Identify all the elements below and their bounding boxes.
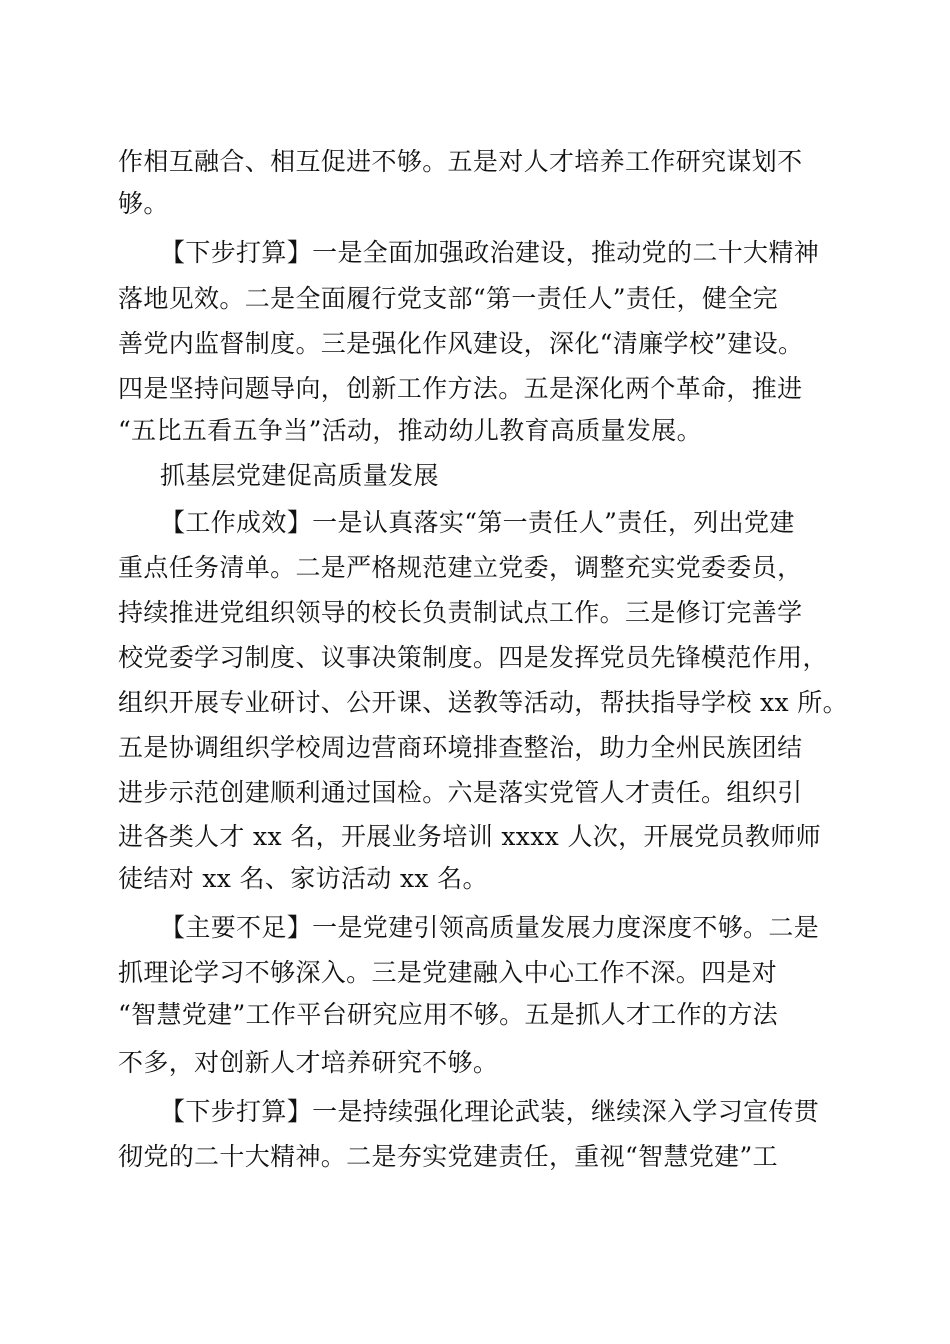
text-line: 落地见效。二是全面履行党支部“第一责任人”责任，健全完 [118,284,779,313]
text-line: 校党委学习制度、议事决策制度。四是发挥党员先锋模范作用， [118,643,828,672]
text-line: 彻党的二十大精神。二是夯实党建责任，重视“智慧党建”工 [118,1142,779,1171]
text-line: 进步示范创建顺利通过国检。六是落实党管人才责任。组织引 [118,778,803,807]
text-line: “智慧党建”工作平台研究应用不够。五是抓人才工作的方法 [118,1000,779,1029]
text-line: 徒结对 xx 名、家访活动 xx 名。 [118,864,488,893]
text-line: 五是协调组织学校周边营商环境排查整治，助力全州民族团结 [118,733,803,762]
text-line: 够。 [118,189,169,218]
text-line: 组织开展专业研讨、公开课、送教等活动，帮扶指导学校 xx 所。 [118,688,848,717]
text-line: 不多，对创新人才培养研究不够。 [118,1048,499,1077]
text-line: 善党内监督制度。三是强化作风建设，深化“清廉学校”建设。 [118,329,804,358]
paragraph-start-next-steps-2: 【下步打算】一是持续强化理论武装，继续深入学习宣传贯 [160,1097,820,1126]
text-line: 抓理论学习不够深入。三是党建融入中心工作不深。四是对 [118,958,778,987]
text-line: 作相互融合、相互促进不够。五是对人才培养工作研究谋划不 [118,147,803,176]
text-line: “五比五看五争当”活动，推动幼儿教育高质量发展。 [118,416,702,445]
paragraph-start-shortcomings: 【主要不足】一是党建引领高质量发展力度深度不够。二是 [160,913,820,942]
text-line: 持续推进党组织领导的校长负责制试点工作。三是修订完善学 [118,598,803,627]
text-line: 重点任务清单。二是严格规范建立党委，调整充实党委委员， [118,553,803,582]
paragraph-start-next-steps: 【下步打算】一是全面加强政治建设，推动党的二十大精神 [160,238,820,267]
section-heading: 抓基层党建促高质量发展 [160,461,439,490]
paragraph-start-achievements: 【工作成效】一是认真落实“第一责任人”责任，列出党建 [160,508,795,537]
text-line: 四是坚持问题导向，创新工作方法。五是深化两个革命，推进 [118,374,803,403]
text-line: 进各类人才 xx 名，开展业务培训 xxxx 人次，开展党员教师师 [118,822,821,851]
